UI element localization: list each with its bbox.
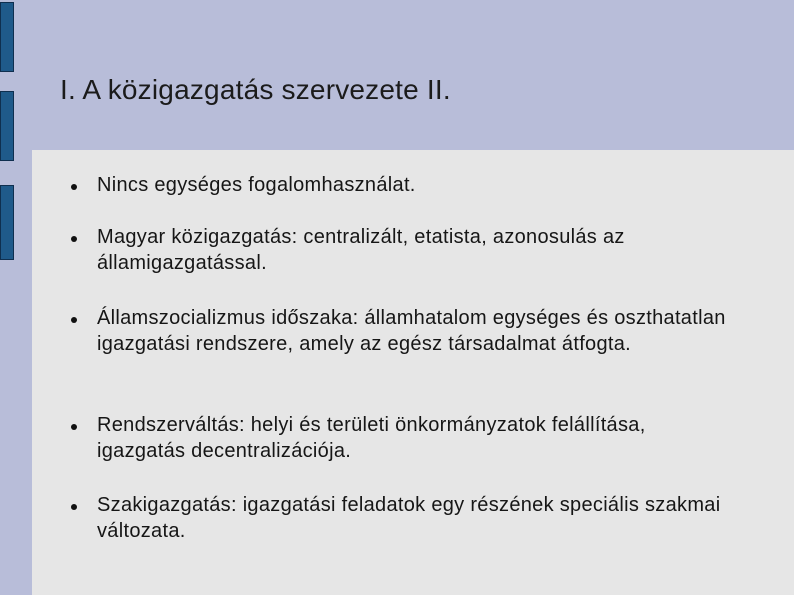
bullet-dot-icon (71, 236, 77, 242)
bullet-text: Államszocializmus időszaka: államhatalom egységes és oszthatatlan igazgatási rendszere, amely az egész társadalmat átfogta. (97, 307, 726, 355)
decorative-bar-2 (0, 91, 14, 161)
bullet-dot-icon (71, 504, 77, 510)
bullet-dot-icon (71, 424, 77, 430)
bullet-text: Magyar közigazgatás: centralizált, etatista, azonosulás az államigazgatással. (97, 226, 625, 274)
bullet-text: Rendszerváltás: helyi és területi önkormányzatok felállítása, igazgatás decentralizációja. (97, 414, 646, 462)
bullet-text: Nincs egységes fogalomhasználat. (97, 174, 416, 196)
slide-title: I. A közigazgatás szervezete II. (60, 74, 451, 105)
decorative-bar-3 (0, 185, 14, 260)
content-panel (32, 150, 794, 595)
bullet-dot-icon (71, 317, 77, 323)
bullet-dot-icon (71, 184, 77, 190)
bullet-text: Szakigazgatás: igazgatási feladatok egy részének speciális szakmai változata. (97, 494, 721, 542)
decorative-bar-1 (0, 2, 14, 72)
